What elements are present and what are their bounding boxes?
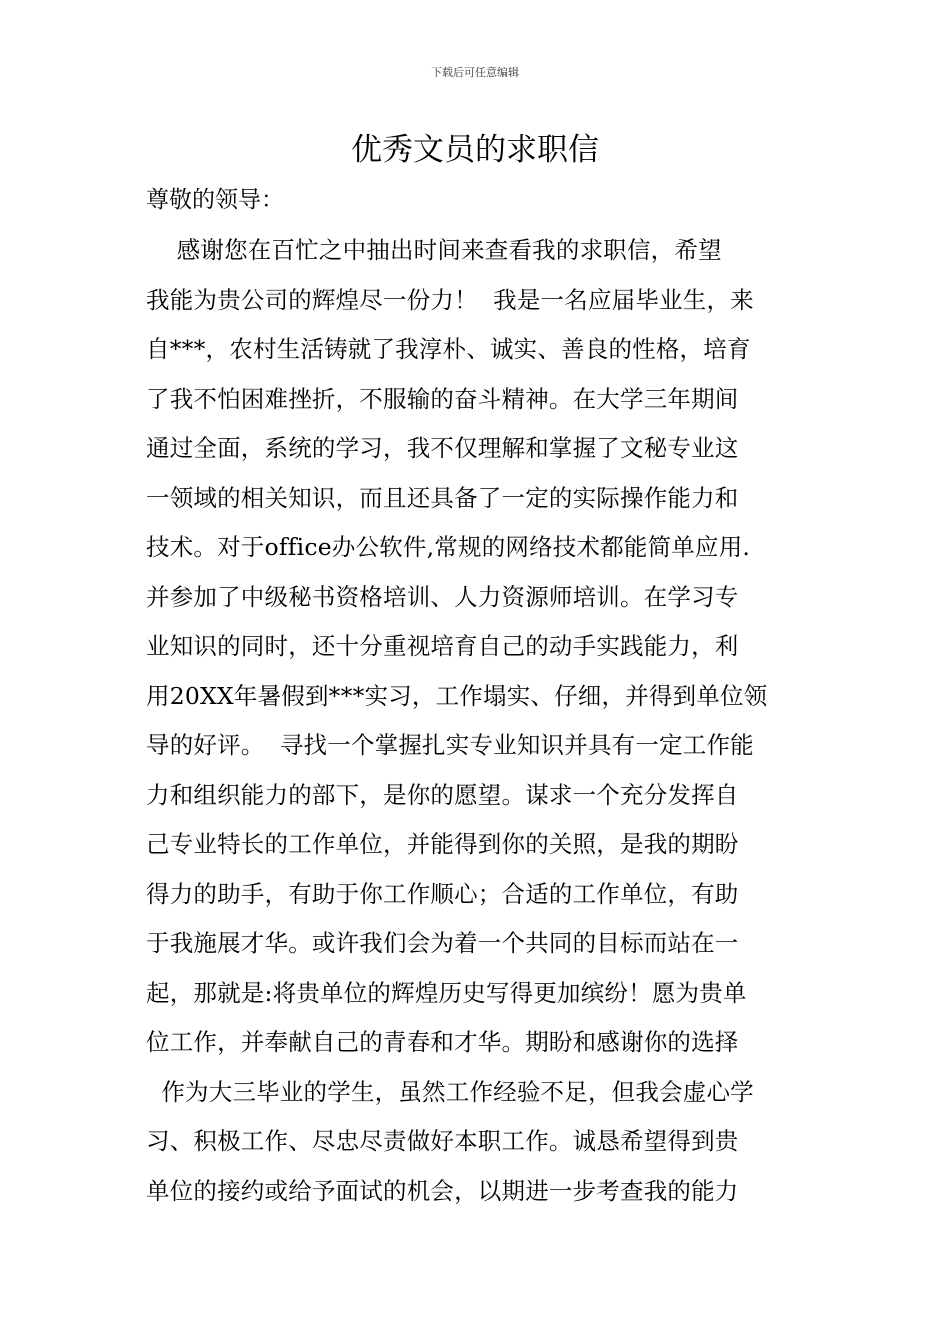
body-line: 了我不怕困难挫折，不服输的奋斗精神。在大学三年期间	[146, 384, 739, 413]
body-line: 于我施展才华。或许我们会为着一个共同的目标而站在一	[146, 929, 739, 957]
body-line: 起，那就是:将贵单位的辉煌历史写得更加缤纷！愿为贵单	[146, 978, 747, 1007]
body-line: 力和组织能力的部下，是你的愿望。谋求一个充分发挥自	[146, 780, 739, 809]
body-line: 单位的接约或给予面试的机会，以期进一步考查我的能力	[146, 1176, 739, 1205]
body-line: 导的好评。 寻找一个掌握扎实专业知识并具有一定工作能	[146, 731, 754, 759]
letter-body	[146, 226, 816, 1216]
body-line: 得力的助手，有助于你工作顺心；合适的工作单位，有助	[146, 879, 739, 908]
body-line: 我能为贵公司的辉煌尽一份力！ 我是一名应届毕业生，来	[146, 285, 754, 314]
body-line: 作为大三毕业的学生，虽然工作经验不足，但我会虚心学	[146, 1077, 754, 1106]
header-note: 下载后可任意编辑	[431, 66, 519, 79]
body-line: 自***，农村生活铸就了我淳朴、诚实、善良的性格，培育	[146, 335, 751, 363]
salutation: 尊敬的领导：	[146, 187, 284, 213]
body-line: 己专业特长的工作单位，并能得到你的关照，是我的期盼	[146, 830, 739, 858]
body-line: 位工作，并奉献自己的青春和才华。期盼和感谢你的选择	[146, 1028, 739, 1056]
body-line: 用20XX年暑假到***实习，工作塌实、仔细，并得到单位领	[146, 681, 768, 710]
body-line: 一领域的相关知识，而且还具备了一定的实际操作能力和	[146, 483, 739, 512]
body-line: 通过全面，系统的学习，我不仅理解和掌握了文秘专业这	[146, 434, 739, 462]
document-title: 优秀文员的求职信	[351, 132, 599, 168]
body-line: 习、积极工作、尽忠尽责做好本职工作。诚恳希望得到贵	[146, 1127, 739, 1155]
body-line: 并参加了中级秘书资格培训、人力资源师培训。在学习专	[146, 582, 739, 611]
body-line: 技术。对于office办公软件,常规的网络技术都能简单应用.	[146, 533, 751, 561]
body-line: 业知识的同时，还十分重视培育自己的动手实践能力，利	[146, 632, 739, 660]
body-line: 感谢您在百忙之中抽出时间来查看我的求职信，希望	[146, 236, 722, 264]
